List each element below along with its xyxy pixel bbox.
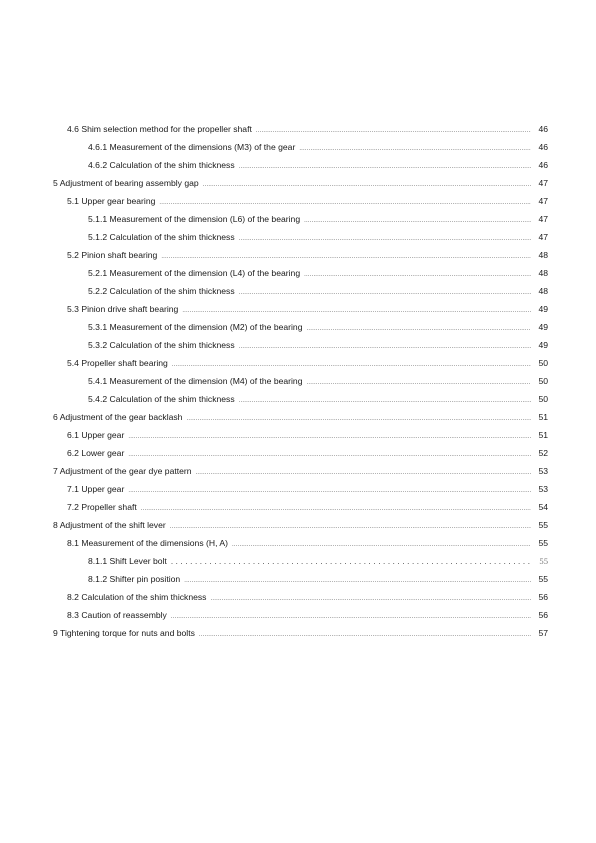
toc-entry[interactable] (53, 570, 548, 588)
toc-entry-title: 6.1 Upper gear (67, 430, 125, 440)
toc-entry-page: 46 (538, 160, 548, 170)
toc-dot-leader (203, 176, 531, 194)
toc-entry-title: 5.2 Pinion shaft bearing (67, 250, 158, 260)
toc-entry[interactable] (53, 174, 548, 192)
toc-entry[interactable] (53, 462, 548, 480)
toc-entry-title: 7 Adjustment of the gear dye pattern (53, 466, 192, 476)
toc-entry-page: 52 (538, 448, 548, 458)
toc-dot-leader (199, 626, 531, 644)
toc-entry[interactable] (53, 372, 548, 390)
toc-dot-leader (196, 464, 531, 482)
toc-dot-leader (299, 140, 531, 158)
toc-entry[interactable] (53, 498, 548, 516)
table-of-contents (53, 120, 548, 642)
toc-entry[interactable] (53, 120, 548, 138)
toc-dot-leader (239, 284, 531, 302)
toc-dot-leader (306, 320, 531, 338)
toc-entry-page: 50 (538, 358, 548, 368)
toc-entry[interactable] (53, 282, 548, 300)
toc-dot-leader (184, 572, 531, 590)
toc-entry-page: 47 (538, 214, 548, 224)
toc-entry-title: 5.4 Propeller shaft bearing (67, 358, 168, 368)
toc-dot-leader (306, 374, 531, 392)
toc-entry[interactable] (53, 606, 548, 624)
toc-dot-leader (304, 212, 531, 230)
toc-dot-leader (128, 428, 531, 446)
toc-entry-page: 56 (538, 592, 548, 602)
toc-entry[interactable] (53, 138, 548, 156)
toc-dot-leader (128, 482, 531, 500)
toc-entry-page: 48 (538, 268, 548, 278)
toc-entry-page: 55 (538, 538, 548, 548)
toc-entry-title: 5.4.1 Measurement of the dimension (M4) of the bearing (88, 376, 303, 386)
toc-entry[interactable] (53, 300, 548, 318)
toc-entry-title: 8.2 Calculation of the shim thickness (67, 592, 207, 602)
toc-entry-title: 8 Adjustment of the shift lever (53, 520, 166, 530)
toc-entry-page: 51 (538, 412, 548, 422)
toc-entry-title: 7.1 Upper gear (67, 484, 125, 494)
toc-entry[interactable] (53, 408, 548, 426)
toc-entry-title: 8.1 Measurement of the dimensions (H, A) (67, 538, 228, 548)
toc-entry-page: 50 (538, 394, 548, 404)
toc-entry[interactable] (53, 534, 548, 552)
toc-dot-leader (141, 500, 531, 518)
toc-entry[interactable] (53, 192, 548, 210)
toc-entry[interactable] (53, 480, 548, 498)
toc-entry-page: 47 (538, 196, 548, 206)
toc-entry[interactable] (53, 426, 548, 444)
toc-entry-title: 5.1.2 Calculation of the shim thickness (88, 232, 235, 242)
toc-entry-page: 57 (538, 628, 548, 638)
toc-entry-title: 7.2 Propeller shaft (67, 502, 137, 512)
toc-entry[interactable] (53, 588, 548, 606)
toc-entry-title: 8.1.1 Shift Lever bolt (88, 556, 167, 566)
toc-entry[interactable] (53, 444, 548, 462)
toc-entry-title: 4.6.2 Calculation of the shim thickness (88, 160, 235, 170)
toc-entry-page: 53 (538, 466, 548, 476)
toc-dot-leader (304, 266, 531, 284)
toc-entry-title: 5.4.2 Calculation of the shim thickness (88, 394, 235, 404)
toc-entry-page: 49 (538, 322, 548, 332)
toc-entry[interactable] (53, 336, 548, 354)
toc-dot-leader (239, 158, 531, 176)
toc-entry-page: 50 (538, 376, 548, 386)
toc-entry-page: 48 (538, 250, 548, 260)
toc-entry[interactable] (53, 264, 548, 282)
toc-entry[interactable] (53, 552, 548, 570)
toc-entry-page: 47 (538, 178, 548, 188)
toc-entry[interactable] (53, 390, 548, 408)
toc-entry-page: 48 (538, 286, 548, 296)
toc-entry[interactable] (53, 624, 548, 642)
toc-dot-leader (210, 590, 531, 608)
toc-entry-page: 55 (538, 574, 548, 584)
toc-entry-page: 55 (539, 556, 548, 566)
toc-entry[interactable] (53, 228, 548, 246)
toc-entry[interactable] (53, 354, 548, 372)
toc-entry[interactable] (53, 516, 548, 534)
toc-entry-page: 49 (538, 340, 548, 350)
toc-entry-page: 46 (538, 124, 548, 134)
toc-entry-title: 8.1.2 Shifter pin position (88, 574, 181, 584)
toc-dot-leader (186, 410, 531, 428)
toc-entry[interactable] (53, 246, 548, 264)
toc-entry-title: 4.6 Shim selection method for the propeller shaft (67, 124, 252, 134)
toc-entry-page: 53 (538, 484, 548, 494)
toc-entry-title: 4.6.1 Measurement of the dimensions (M3) of the gear (88, 142, 296, 152)
toc-entry-title: 9 Tightening torque for nuts and bolts (53, 628, 195, 638)
toc-dot-leader (239, 230, 531, 248)
toc-entry-page: 47 (538, 232, 548, 242)
toc-dot-leader (239, 338, 531, 356)
toc-entry-page: 54 (538, 502, 548, 512)
toc-entry-page: 51 (538, 430, 548, 440)
toc-entry-page: 46 (538, 142, 548, 152)
toc-entry-page: 56 (538, 610, 548, 620)
toc-entry-page: 55 (538, 520, 548, 530)
toc-entry-title: 5.3 Pinion drive shaft bearing (67, 304, 179, 314)
toc-dot-leader (232, 536, 531, 554)
toc-entry-title: 5.3.2 Calculation of the shim thickness (88, 340, 235, 350)
toc-entry-page: 49 (538, 304, 548, 314)
toc-entry[interactable] (53, 318, 548, 336)
toc-entry-title: 5 Adjustment of bearing assembly gap (53, 178, 199, 188)
toc-entry[interactable] (53, 156, 548, 174)
toc-entry-title: 5.2.1 Measurement of the dimension (L4) of the bearing (88, 268, 301, 278)
toc-entry-title: 6.2 Lower gear (67, 448, 125, 458)
toc-entry-title: 8.3 Caution of reassembly (67, 610, 167, 620)
toc-entry-title: 5.2.2 Calculation of the shim thickness (88, 286, 235, 296)
toc-entry-title: 5.1.1 Measurement of the dimension (L6) of the bearing (88, 214, 301, 224)
toc-entry-title: 5.3.1 Measurement of the dimension (M2) of the bearing (88, 322, 303, 332)
toc-dot-leader (171, 608, 531, 626)
toc-entry-title: 5.1 Upper gear bearing (67, 196, 156, 206)
toc-entry-title: 6 Adjustment of the gear backlash (53, 412, 183, 422)
toc-dot-leader (239, 392, 531, 410)
toc-entry[interactable] (53, 210, 548, 228)
toc-dot-leader (171, 553, 531, 571)
